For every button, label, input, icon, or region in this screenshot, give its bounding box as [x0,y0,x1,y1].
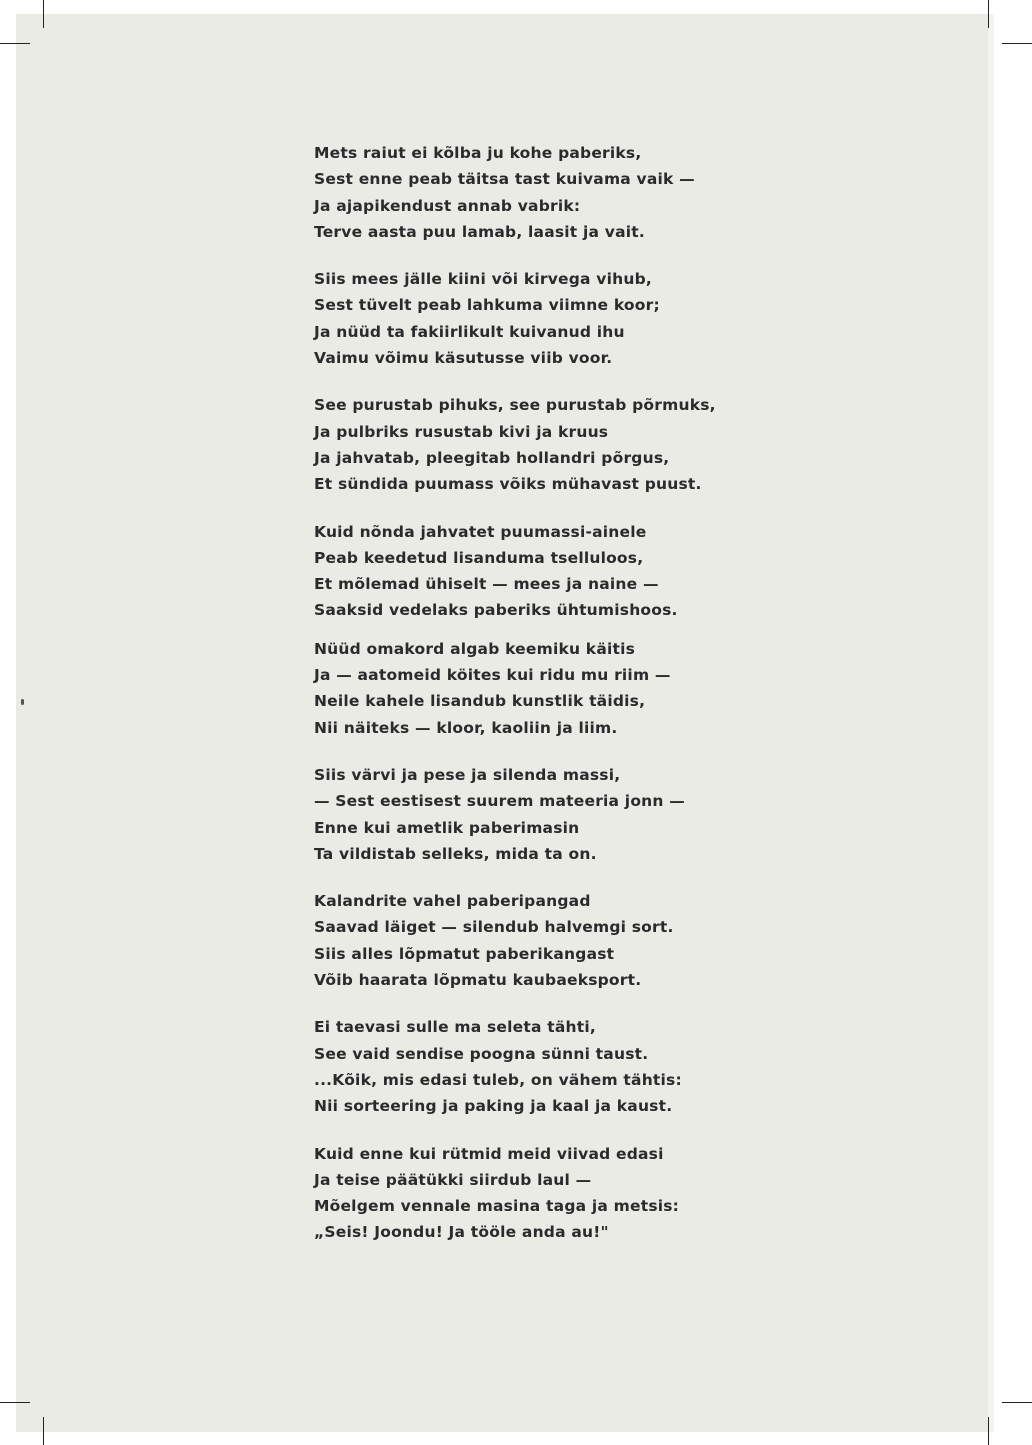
poem-line: Ja jahvatab, pleegitab hollandri põrgus, [314,448,670,467]
poem-line: Ja teise päätükki siirdub laul — [314,1170,592,1189]
poem-line: — Sest eestisest suurem mateeria jonn — [314,792,685,811]
crop-mark-bottom-right-horizontal [1002,1402,1032,1403]
poem-line: Ja pulbriks rusustab kivi ja kruus [314,422,609,441]
poem-line: Ja nüüd ta fakiirlikult kuivanud ihu [314,322,625,341]
stanza-2 [314,266,834,371]
poem-line: Nüüd omakord algab keemiku käitis [314,639,636,658]
poem-line: „Seis! Joondu! Ja tööle anda au!" [314,1223,609,1242]
poem-line: Mõelgem vennale masina taga ja metsis: [314,1197,680,1216]
poem-line: ...Kõik, mis edasi tuleb, on vähem tähtis: [314,1070,682,1089]
poem-line: See purustab pihuks, see purustab põrmuks, [314,396,716,415]
poem-line: Enne kui ametlik paberimasin [314,818,580,837]
stanza-3 [314,392,834,497]
poem-line: Saaksid vedelaks paberiks ühtumishoos. [314,601,678,620]
poem-line: See vaid sendise poogna sünni taust. [314,1044,649,1063]
poem-line: Et mõlemad ühiselt — mees ja naine — [314,575,659,594]
poem-line: Sest tüvelt peab lahkuma viimne koor; [314,296,660,315]
crop-mark-top-left-vertical [43,0,44,28]
poem-line: Neile kahele lisandub kunstlik täidis, [314,692,646,711]
poem-line: Nii sorteering ja paking ja kaal ja kaust. [314,1097,673,1116]
poem-line: Võib haarata lõpmatu kaubaeksport. [314,971,642,990]
poem-line: Kuid enne kui rütmid meid viivad edasi [314,1144,664,1163]
stanza-8 [314,1014,834,1119]
crop-mark-top-right-vertical [988,0,989,28]
poem [314,140,834,1246]
crop-mark-top-left-horizontal [0,43,30,44]
poem-line: Kuid nõnda jahvatet puumassi-ainele [314,522,647,541]
poem-line: Siis mees jälle kiini või kirvega vihub, [314,270,652,289]
paper-edge [988,14,994,1432]
stanza-9 [314,1141,834,1246]
poem-line: Sest enne peab täitsa tast kuivama vaik — [314,170,695,189]
poem-line: Vaimu võimu käsutusse viib voor. [314,349,613,368]
poem-line: Saavad läiget — silendub halvemgi sort. [314,918,674,937]
stanza-6 [314,762,834,867]
stanza-1 [314,140,834,245]
poem-line: Ei taevasi sulle ma seleta tähti, [314,1018,596,1037]
stanza-5 [314,636,834,741]
crop-mark-bottom-left-horizontal [0,1402,30,1403]
poem-line: Mets raiut ei kõlba ju kohe paberiks, [314,144,642,162]
crop-mark-top-right-horizontal [1002,43,1032,44]
poem-line: Siis värvi ja pese ja silenda massi, [314,765,621,784]
poem-line: Kalandrite vahel paberipangad [314,892,591,911]
poem-line: Ja — aatomeid köites kui ridu mu riim — [314,666,671,685]
crop-mark-bottom-right-vertical [988,1417,989,1445]
stanza-4 [314,519,834,624]
crop-mark-bottom-left-vertical [43,1417,44,1445]
poem-line: Siis alles lõpmatut paberikangast [314,944,615,963]
poem-line: Nii näiteks — kloor, kaoliin ja liim. [314,718,618,737]
stanza-7 [314,888,834,993]
poem-line: Terve aasta puu lamab, laasit ja vait. [314,222,645,241]
poem-line: Peab keedetud lisanduma tselluloos, [314,548,644,567]
poem-line: Ta vildistab selleks, mida ta on. [314,844,597,863]
poem-line: Et sündida puumass võiks mühavast puust. [314,475,702,494]
poem-line: Ja ajapikendust annab vabrik: [314,196,581,215]
paper-speck [21,699,24,705]
